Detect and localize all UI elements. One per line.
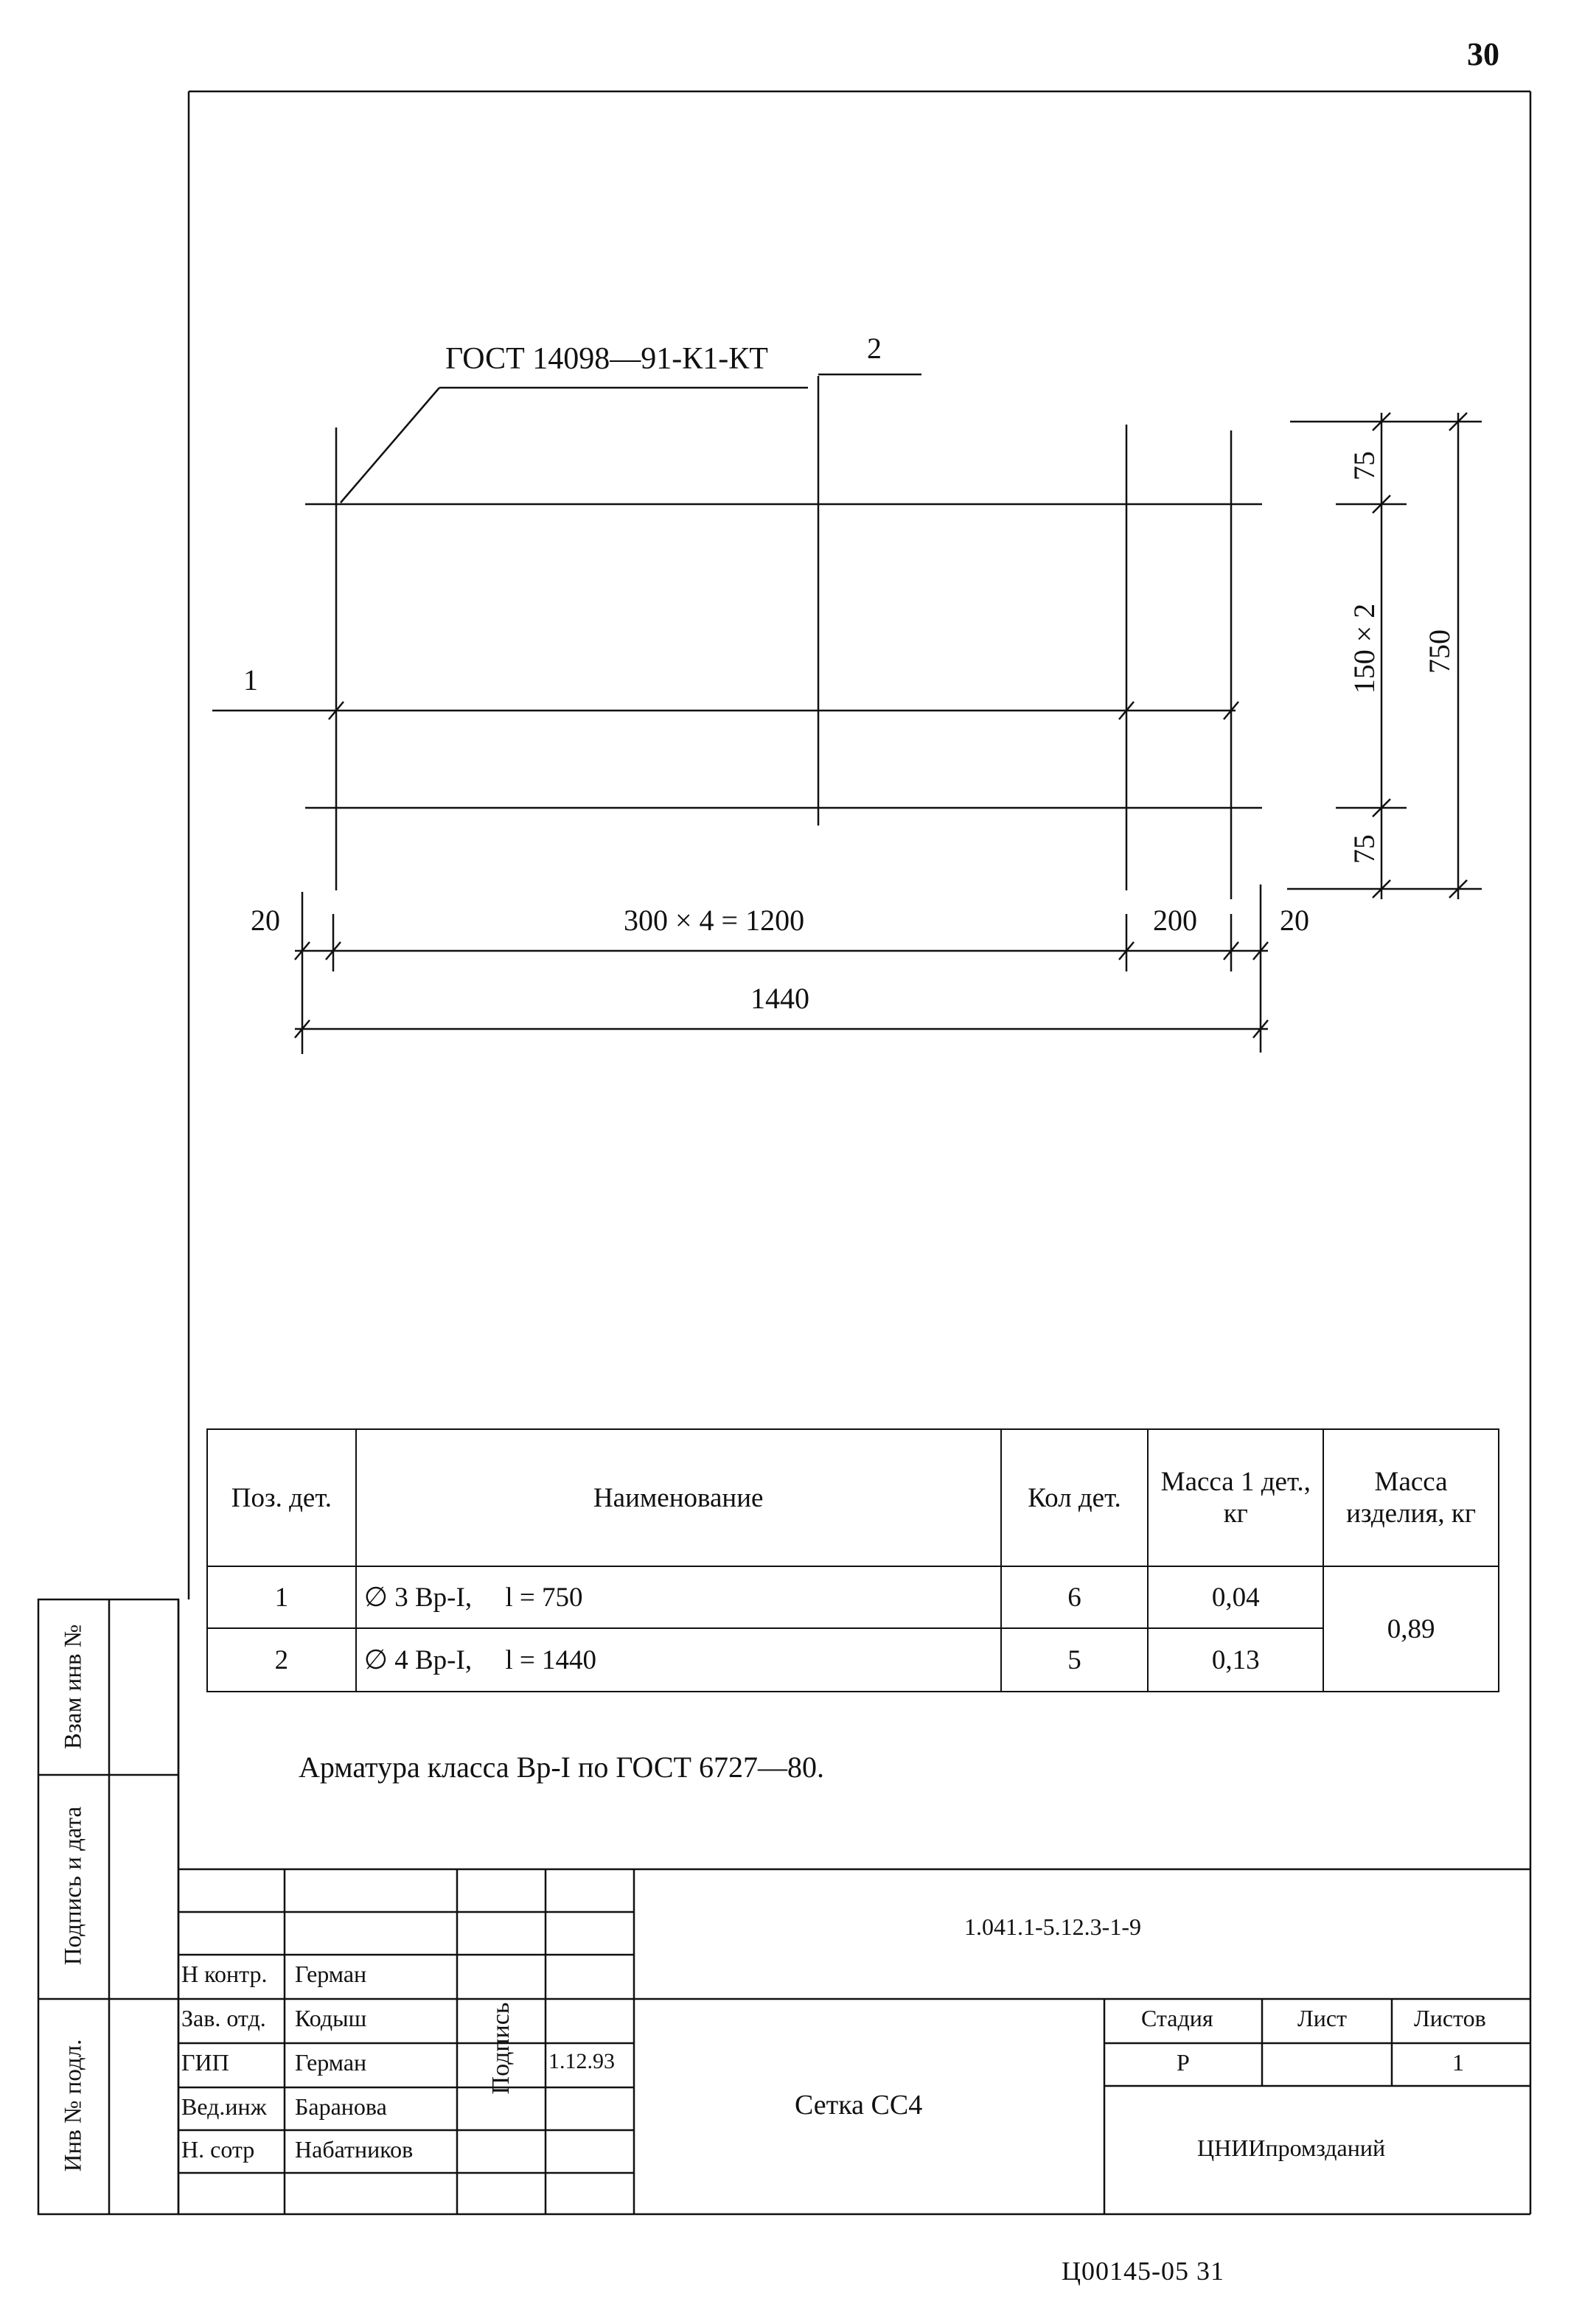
- organization: ЦНИИпромзданий: [1197, 2135, 1386, 2161]
- sheet-label: Лист: [1297, 2005, 1348, 2031]
- dim-total-length: 1440: [750, 982, 809, 1015]
- product-name: Сетка СС4: [795, 2090, 923, 2121]
- header-name: Наименование: [356, 1429, 1001, 1566]
- dim-right-span: 200: [1153, 904, 1197, 937]
- side-vzam-label: Взам инв №: [60, 1624, 87, 1750]
- row-name: [356, 1566, 1001, 1628]
- sheets-label: Листов: [1414, 2005, 1486, 2031]
- row-length: l = 750: [505, 1583, 583, 1613]
- side-podpis-label: Подпись и дата: [60, 1806, 87, 1966]
- dim-middle: 150 × 2: [1348, 603, 1381, 694]
- header-pos: Поз. дет.: [207, 1429, 356, 1566]
- signature-label: Подпись: [487, 2002, 515, 2095]
- table-row: [207, 1628, 1499, 1692]
- dim-bottom: 75: [1348, 834, 1381, 864]
- footer-code: Ц00145-05 31: [1062, 2256, 1224, 2286]
- name-gip: Герман: [295, 2049, 367, 2076]
- side-inv-label: Инв № подл.: [60, 2039, 87, 2172]
- role-ved-inzh: Вед.инж: [181, 2093, 267, 2120]
- name-n-sotr: Набатников: [295, 2136, 414, 2163]
- row-name: [356, 1628, 1001, 1692]
- stage-label: Стадия: [1141, 2005, 1213, 2031]
- dim-top: 75: [1348, 451, 1381, 481]
- row-mass: 0,13: [1148, 1628, 1323, 1692]
- page-number: 30: [1467, 36, 1499, 72]
- spec-table: [206, 1428, 1499, 1692]
- mass-total: 0,89: [1323, 1566, 1499, 1692]
- row-designation: ∅ 3 Вр-I,: [363, 1583, 473, 1613]
- role-gip: ГИП: [181, 2049, 229, 2076]
- reinforcement-note: Арматура класса Вр-I по ГОСТ 6727—80.: [299, 1751, 824, 1784]
- gost-callout: ГОСТ 14098—91-К1-КТ: [445, 342, 768, 376]
- role-n-kontr: Н контр.: [181, 1961, 268, 1987]
- dim-bars: 300 × 4 = 1200: [624, 904, 805, 937]
- table-row: [207, 1566, 1499, 1628]
- header-mass-one: Масса 1 дет., кг: [1148, 1429, 1323, 1566]
- row-pos: 1: [207, 1566, 356, 1628]
- row-designation: ∅ 4 Вр-I,: [363, 1645, 473, 1675]
- position-2-label: 2: [867, 332, 882, 365]
- row-mass: 0,04: [1148, 1566, 1323, 1628]
- row-length: l = 1440: [505, 1645, 596, 1675]
- spec-header-row: [207, 1429, 1499, 1566]
- row-qty: 5: [1001, 1628, 1149, 1692]
- role-zav-otd: Зав. отд.: [181, 2005, 266, 2031]
- position-1-label: 1: [243, 663, 258, 697]
- row-qty: 6: [1001, 1566, 1149, 1628]
- name-zav-otd: Кодыш: [295, 2005, 367, 2031]
- header-qty: Кол дет.: [1001, 1429, 1149, 1566]
- row-pos: 2: [207, 1628, 356, 1692]
- doc-code: 1.041.1-5.12.3-1-9: [964, 1913, 1141, 1940]
- sheets-value: 1: [1452, 2049, 1464, 2076]
- name-n-kontr: Герман: [295, 1961, 367, 1987]
- dim-total-height: 750: [1423, 629, 1456, 674]
- stage-value: Р: [1177, 2049, 1190, 2076]
- role-n-sotr: Н. сотр: [181, 2136, 255, 2163]
- sign-date: 1.12.93: [548, 2049, 615, 2073]
- dim-left-margin: 20: [251, 904, 280, 937]
- header-mass-total: Масса изделия, кг: [1323, 1429, 1499, 1566]
- name-ved-inzh: Баранова: [295, 2093, 387, 2120]
- gost-leader-arrow: [341, 388, 439, 503]
- dim-right-margin: 20: [1280, 904, 1309, 937]
